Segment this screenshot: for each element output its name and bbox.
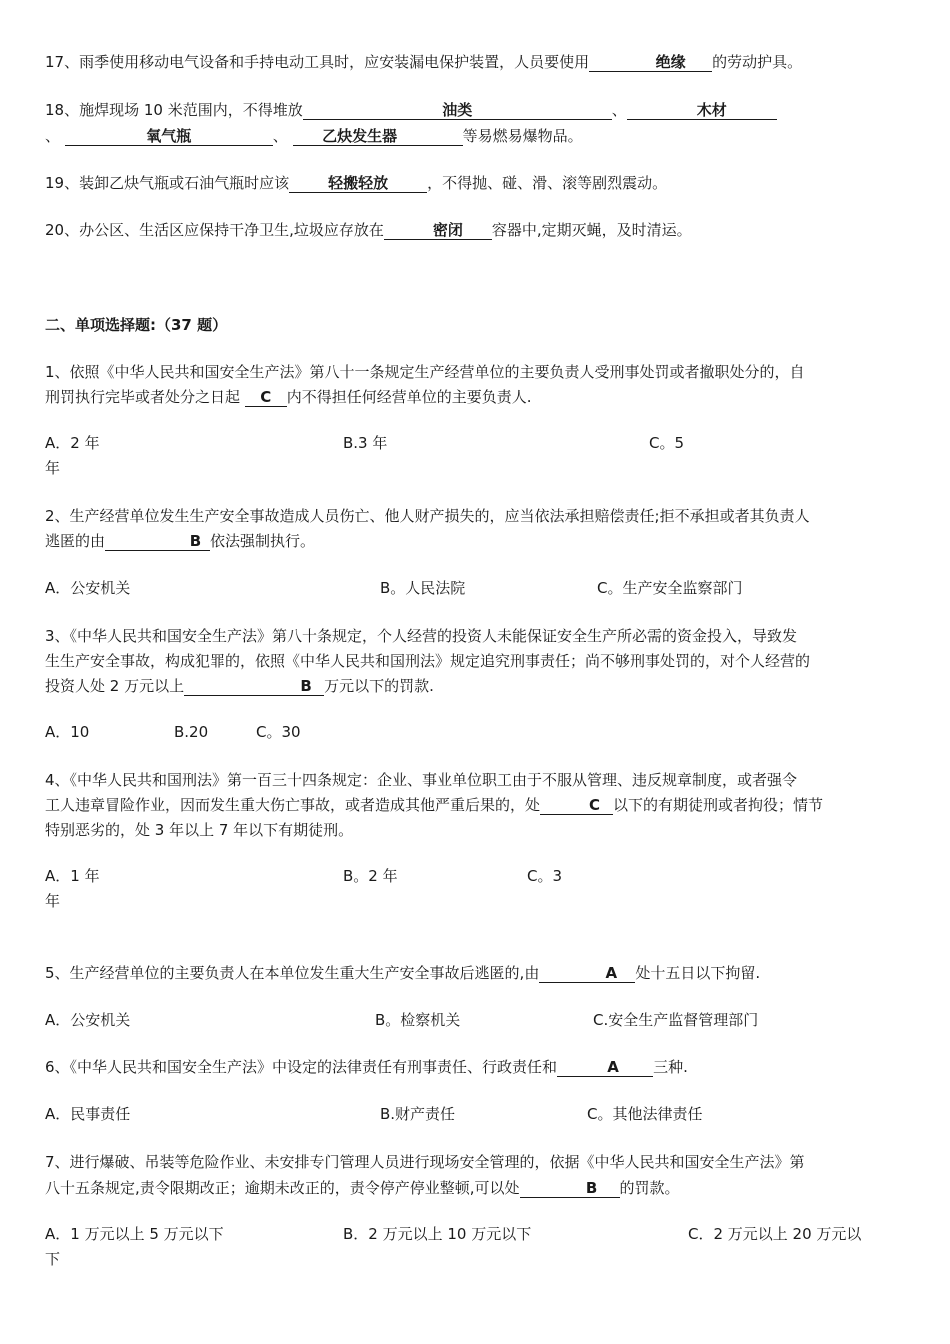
mc-q4-answer: C <box>589 796 601 814</box>
mc-q6-answer-blank <box>557 1058 653 1077</box>
mc-q6-answer: A <box>607 1058 619 1076</box>
mc-q5-answer-blank <box>539 964 635 983</box>
mc-q5-answer: A <box>605 964 618 982</box>
mc-q6-text-post: 三种. <box>653 1058 688 1076</box>
mc-q4-line1: 4、《中华人民共和国刑法》第一百三十四条规定：企业、事业单位职工由于不服从管理、违反规章制度，或者强令 <box>45 771 798 789</box>
mc-q1-option-c-wrap: 年 <box>45 459 61 477</box>
mc-q2-text-post: 依法强制执行。 <box>210 532 316 550</box>
mc-q7-answer: B <box>585 1179 598 1197</box>
mc-q3-text-pre: 投资人处 2 万元以上 <box>45 677 185 695</box>
mc-q3-option-b: B.20 <box>174 723 209 741</box>
mc-q4-option-c: C。3 <box>527 867 563 885</box>
q18-answer-blank-4 <box>293 127 463 146</box>
mc-q2-line2 <box>45 530 315 552</box>
mc-q2-option-a: A．公安机关 <box>45 579 131 597</box>
question-18-line2 <box>45 125 583 147</box>
mc-q2-answer-blank <box>105 532 210 551</box>
q18-answer-blank-1 <box>303 101 612 120</box>
q18-sep-3: 、 <box>272 127 288 145</box>
q20-answer: 密闭 <box>432 221 463 239</box>
section-2-heading: 二、单项选择题:（37 题） <box>45 316 228 334</box>
mc-q2-option-b: B。人民法院 <box>380 579 466 597</box>
q18-answer-1: 油类 <box>442 101 473 119</box>
mc-q3-line2: 生生产安全事故，构成犯罪的，依照《中华人民共和国刑法》规定追究刑事责任；尚不够刑事处罚的，对个人经营的 <box>45 652 811 670</box>
question-18-line1 <box>45 99 777 121</box>
mc-q6-line <box>45 1056 688 1078</box>
mc-q3-option-a: A．10 <box>45 723 90 741</box>
mc-q7-option-c: C．2 万元以上 20 万元以 <box>688 1225 862 1243</box>
mc-q6-option-c: C。其他法律责任 <box>587 1105 703 1123</box>
mc-q6-option-a: A．民事责任 <box>45 1105 131 1123</box>
mc-q1-line2 <box>45 386 532 408</box>
q20-text-post: 容器中,定期灭蝇，及时清运。 <box>491 221 692 239</box>
mc-q4-option-wrap: 年 <box>45 892 61 910</box>
mc-q1-option-c: C。5 <box>649 434 685 452</box>
mc-q2-line1: 2、生产经营单位发生生产安全事故造成人员伤亡、他人财产损失的，应当依法承担赔偿责任;拒不承担或者其负责人 <box>45 507 810 525</box>
mc-q1-answer: C <box>260 388 272 406</box>
mc-q5-text-post: 处十五日以下拘留. <box>635 964 761 982</box>
mc-q4-line3: 特别恶劣的，处 3 年以上 7 年以下有期徒刑。 <box>45 821 354 839</box>
q18-answer-blank-3 <box>65 127 273 146</box>
mc-q3-text-post: 万元以下的罚款. <box>324 677 434 695</box>
q19-text-post: ，不得抛、碰、滑、滚等剧烈震动。 <box>427 174 668 192</box>
q18-text-pre: 18、施焊现场 10 米范围内，不得堆放 <box>45 101 303 119</box>
mc-q4-line2 <box>45 794 823 816</box>
mc-q6-text-pre: 6、《中华人民共和国安全生产法》中设定的法律责任有刑事责任、行政责任和 <box>45 1058 558 1076</box>
mc-q1-line1: 1、依照《中华人民共和国安全生产法》第八十一条规定生产经营单位的主要负责人受刑事处罚或者撤职处分的，自 <box>45 363 805 381</box>
mc-q7-answer-blank <box>520 1179 620 1198</box>
q19-answer-blank <box>289 174 427 193</box>
mc-q4-text-post: 以下的有期徒刑或者拘役；情节 <box>613 796 824 814</box>
mc-q3-answer-blank <box>184 677 324 696</box>
mc-q1-text-post: 内不得担任何经营单位的主要负责人. <box>286 388 532 406</box>
mc-q7-option-c-wrap: 下 <box>45 1250 61 1268</box>
mc-q3-answer: B <box>300 677 312 695</box>
mc-q7-text-post: 的罚款。 <box>619 1179 680 1197</box>
mc-q3-line1: 3、《中华人民共和国安全生产法》第八十条规定，个人经营的投资人未能保证安全生产所必需的资金投入，导致发 <box>45 627 798 645</box>
mc-q5-option-c: C.安全生产监督管理部门 <box>593 1011 759 1029</box>
q18-sep-2: 、 <box>45 127 61 145</box>
q18-sep-1: 、 <box>611 101 627 119</box>
q18-answer-blank-2 <box>627 101 777 120</box>
q18-answer-3: 氧气瓶 <box>146 127 192 145</box>
q18-text-post: 等易燃易爆物品。 <box>462 127 583 145</box>
mc-q7-option-b: B．2 万元以上 10 万元以下 <box>343 1225 532 1243</box>
q20-text-pre: 20、办公区、生活区应保持干净卫生,垃圾应存放在 <box>45 221 384 239</box>
mc-q1-option-b: B.3 年 <box>343 434 388 452</box>
mc-q7-text-pre: 八十五条规定,责令限期改正；逾期未改正的，责令停产停业整顿,可以处 <box>45 1179 520 1197</box>
mc-q1-answer-blank <box>245 388 287 407</box>
mc-q4-text-pre: 工人违章冒险作业，因而发生重大伤亡事故，或者造成其他严重后果的，处 <box>45 796 541 814</box>
mc-q2-text-pre: 逃匿的由 <box>45 532 106 550</box>
q19-text-pre: 19、装卸乙炔气瓶或石油气瓶时应该 <box>45 174 290 192</box>
q17-text-post: 的劳动护具。 <box>712 53 803 71</box>
mc-q7-option-a: A．1 万元以上 5 万元以下 <box>45 1225 224 1243</box>
question-19 <box>45 172 667 194</box>
q18-answer-2: 木材 <box>696 101 727 119</box>
mc-q3-line3 <box>45 675 434 697</box>
mc-q5-option-b: B。检察机关 <box>375 1011 461 1029</box>
mc-q4-option-a: A．1 年 <box>45 867 100 885</box>
q17-answer: 绝缘 <box>655 53 686 71</box>
mc-q4-option-b: B。2 年 <box>343 867 398 885</box>
mc-q2-option-c: C。生产安全监察部门 <box>597 579 743 597</box>
q17-text-pre: 17、雨季使用移动电气设备和手持电动工具时，应安装漏电保护装置，人员要使用 <box>45 53 590 71</box>
mc-q6-option-b: B.财产责任 <box>380 1105 456 1123</box>
mc-q7-line2 <box>45 1177 680 1199</box>
q17-answer-blank <box>589 53 712 72</box>
mc-q5-option-a: A．公安机关 <box>45 1011 131 1029</box>
question-17 <box>45 51 802 73</box>
mc-q5-text-pre: 5、生产经营单位的主要负责人在本单位发生重大生产安全事故后逃匿的,由 <box>45 964 540 982</box>
mc-q4-answer-blank <box>540 796 613 815</box>
mc-q7-line1: 7、进行爆破、吊装等危险作业、未安排专门管理人员进行现场安全管理的，依据《中华人民共和国安全生产法》第 <box>45 1153 805 1171</box>
mc-q2-answer: B <box>189 532 202 550</box>
mc-q3-option-c: C。30 <box>256 723 301 741</box>
q18-answer-4: 乙炔发生器 <box>322 127 398 145</box>
q20-answer-blank <box>384 221 492 240</box>
mc-q5-line <box>45 962 760 984</box>
mc-q1-option-a: A．2 年 <box>45 434 100 452</box>
mc-q1-text-pre: 刑罚执行完毕或者处分之日起 <box>45 388 245 406</box>
q19-answer: 轻搬轻放 <box>328 174 389 192</box>
question-20 <box>45 219 692 241</box>
